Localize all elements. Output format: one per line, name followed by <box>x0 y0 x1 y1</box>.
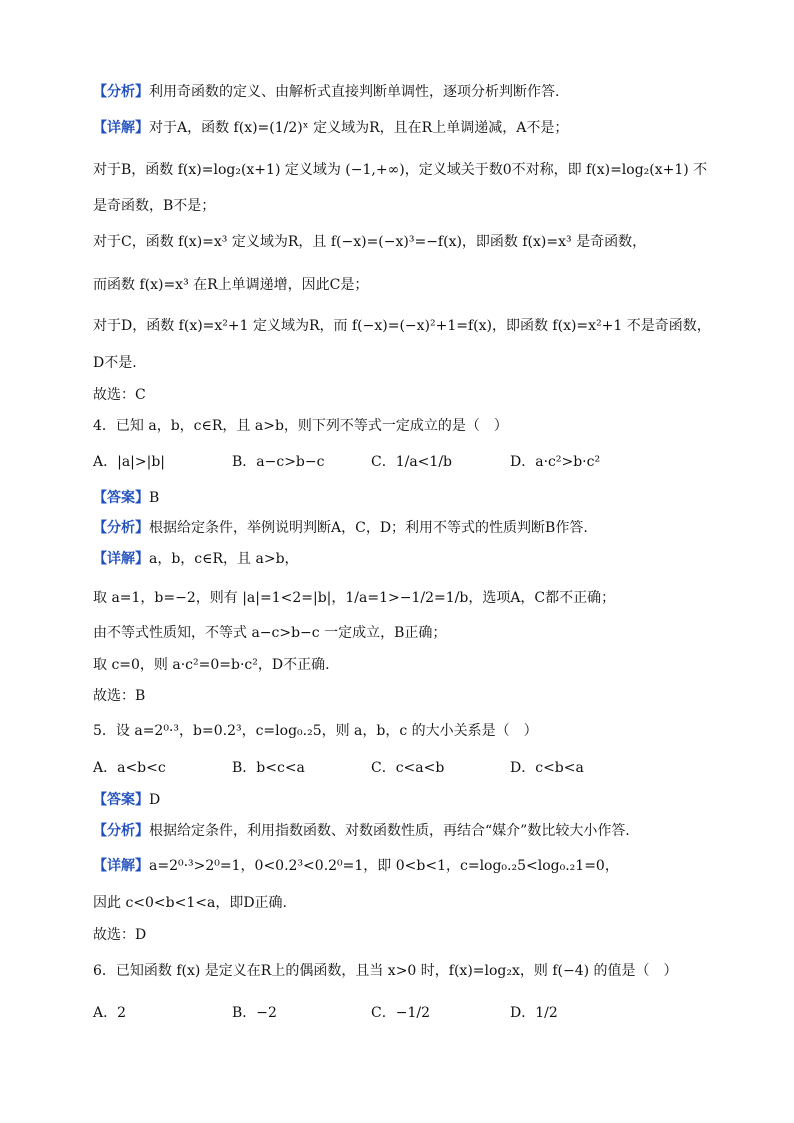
q6-option-d: D．1/2 <box>510 1005 558 1021</box>
q3-detail-d2: D不是. <box>93 355 137 371</box>
answer-tag: 【答案】 <box>93 490 149 506</box>
q5-analysis <box>93 821 733 841</box>
q5-answer-text: D <box>149 792 161 808</box>
q3-detail-a-text: 对于A，函数 f(x)=(1/2)ˣ 定义域为R，且在R上单调递减，A不是； <box>149 120 569 136</box>
q5-option-c: C．c<a<b <box>371 760 445 776</box>
analysis-tag: 【分析】 <box>93 823 149 839</box>
q3-detail-c1: 对于C，函数 f(x)=x³ 定义域为R，且 f(−x)=(−x)³=−f(x)，即函数 f(x)=x³ 是奇函数， <box>93 234 647 250</box>
q4-choice: 故选：B <box>93 688 146 704</box>
analysis-tag: 【分析】 <box>93 84 149 100</box>
detail-tag: 【详解】 <box>93 551 149 567</box>
q4-option-b: B．a−c>b−c <box>232 454 325 470</box>
q4-detail4: 取 c=0，则 a·c²=0=b·c²，D不正确. <box>93 657 330 673</box>
q5-stem: 5．设 a=2⁰·³，b=0.2³，c=log₀.₂5，则 a，b，c 的大小关系是（ ） <box>93 723 538 739</box>
q4-detail1-text: a，b，c∈R，且 a>b， <box>149 551 299 567</box>
q5-option-b: B．b<c<a <box>232 760 305 776</box>
q6-option-a: A．2 <box>93 1005 127 1021</box>
q5-answer <box>93 790 733 810</box>
q5-choice: 故选：D <box>93 927 147 943</box>
q4-option-c: C．1/a<1/b <box>371 454 452 470</box>
q4-detail3: 由不等式性质知，不等式 a−c>b−c 一定成立，B正确； <box>93 625 447 641</box>
q4-answer-text: B <box>149 490 160 506</box>
analysis-tag: 【分析】 <box>93 520 149 536</box>
q4-options <box>93 452 733 472</box>
q3-detail-b2: 是奇函数，B不是； <box>93 198 216 214</box>
q6-stem: 6．已知函数 f(x) 是定义在R上的偶函数，且当 x>0 时，f(x)=log₂x，则 f(−4) 的值是（ ） <box>93 963 678 979</box>
q4-answer <box>93 488 733 508</box>
q5-analysis-text: 根据给定条件，利用指数函数、对数函数性质，再结合“媒介”数比较大小作答. <box>149 823 630 839</box>
q6-option-b: B．−2 <box>232 1005 277 1021</box>
q5-options <box>93 758 733 778</box>
q4-stem: 4．已知 a，b，c∈R，且 a>b，则下列不等式一定成立的是（ ） <box>93 418 508 434</box>
q3-analysis <box>93 82 733 102</box>
q3-analysis-text: 利用奇函数的定义、由解析式直接判断单调性，逐项分析判断作答. <box>149 84 560 100</box>
q5-detail1 <box>93 856 733 876</box>
q4-option-d: D．a·c²>b·c² <box>510 454 601 470</box>
q5-detail2: 因此 c<0<b<1<a，即D正确. <box>93 895 288 911</box>
detail-tag: 【详解】 <box>93 120 149 136</box>
q5-option-d: D．c<b<a <box>510 760 584 776</box>
q4-detail2: 取 a=1，b=−2，则有 |a|=1<2=|b|，1/a=1>−1/2=1/b，选项A，C都不正确； <box>93 590 616 606</box>
detail-tag: 【详解】 <box>93 858 149 874</box>
q4-analysis <box>93 518 733 538</box>
q3-detail-a <box>93 118 733 138</box>
q4-option-a: A．|a|>|b| <box>93 454 166 470</box>
q4-detail1 <box>93 549 733 569</box>
q3-choice: 故选：C <box>93 387 146 403</box>
q3-detail-c2: 而函数 f(x)=x³ 在R上单调递增，因此C是； <box>93 277 369 293</box>
q6-options <box>93 1003 733 1023</box>
q5-option-a: A．a<b<c <box>93 760 166 776</box>
answer-tag: 【答案】 <box>93 792 149 808</box>
q6-option-c: C．−1/2 <box>371 1005 430 1021</box>
q3-detail-b1: 对于B，函数 f(x)=log₂(x+1) 定义域为 (−1,+∞)，定义域关于数0不对称，即 f(x)=log₂(x+1) 不 <box>93 162 708 178</box>
q4-analysis-text: 根据给定条件，举例说明判断A，C，D；利用不等式的性质判断B作答. <box>149 520 588 536</box>
q5-detail1-text: a=2⁰·³>2⁰=1，0<0.2³<0.2⁰=1，即 0<b<1，c=log₀.₂5<log₀.₂1=0， <box>149 858 619 874</box>
q3-detail-d1: 对于D，函数 f(x)=x²+1 定义域为R，而 f(−x)=(−x)²+1=f(x)，即函数 f(x)=x²+1 不是奇函数， <box>93 318 711 334</box>
